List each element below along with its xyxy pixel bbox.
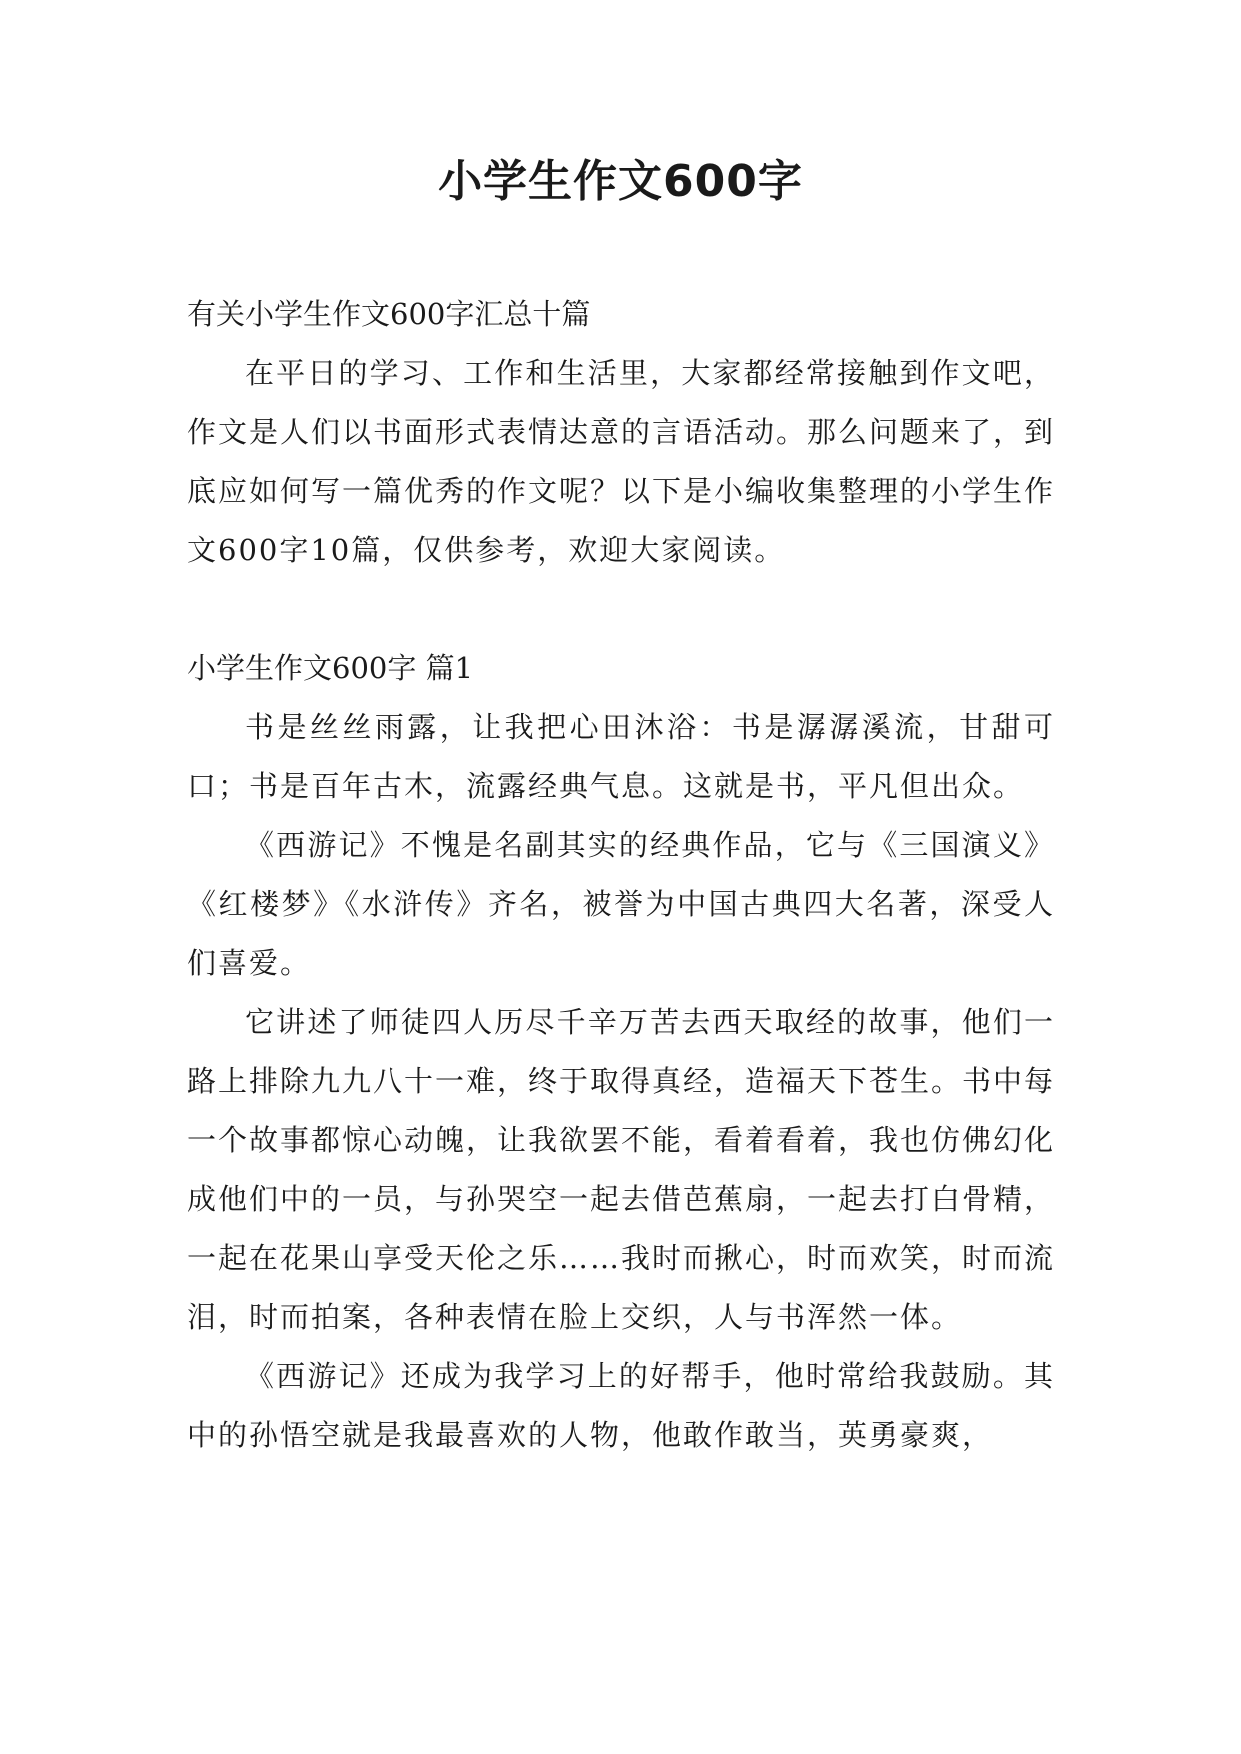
intro-heading: 有关小学生作文600字汇总十篇 [187,297,591,331]
body-paragraph: 《西游记》还成为我学习上的好帮手，他时常给我鼓励。其中的孙悟空就是我最喜欢的人物，他敢作敢当，英勇豪爽， [187,1359,1055,1452]
document-title: 小学生作文600字 [438,156,803,207]
document-body [187,285,1055,1465]
body-paragraph: 书是丝丝雨露，让我把心田沐浴：书是潺潺溪流，甘甜可口；书是百年古木，流露经典气息。这就是书，平凡但出众。 [187,710,1055,803]
section-spacer [187,580,1055,639]
section-heading: 小学生作文600字 篇1 [187,651,474,685]
body-paragraph: 《西游记》不愧是名副其实的经典作品，它与《三国演义》《红楼梦》《水浒传》齐名，被誉为中国古典四大名著，深受人们喜爱。 [187,828,1055,980]
body-paragraph: 它讲述了师徒四人历尽千辛万苦去西天取经的故事，他们一路上排除九九八十一难，终于取得真经，造福天下苍生。书中每一个故事都惊心动魄，让我欲罢不能，看着看着，我也仿佛幻化成他们中的一员，与孙哭空一起去借芭蕉扇，一起去打白骨精，一起在花果山享受天伦之乐……我时而揪心，时而欢笑，时而流泪，时而拍案，各种表情在脸上交织，人与书浑然一体。 [187,1005,1056,1334]
intro-paragraph: 在平日的学习、工作和生活里，大家都经常接触到作文吧，作文是人们以书面形式表情达意的言语活动。那么问题来了，到底应如何写一篇优秀的作文呢？以下是小编收集整理的小学生作文600字10篇，仅供参考，欢迎大家阅读。 [187,356,1056,567]
